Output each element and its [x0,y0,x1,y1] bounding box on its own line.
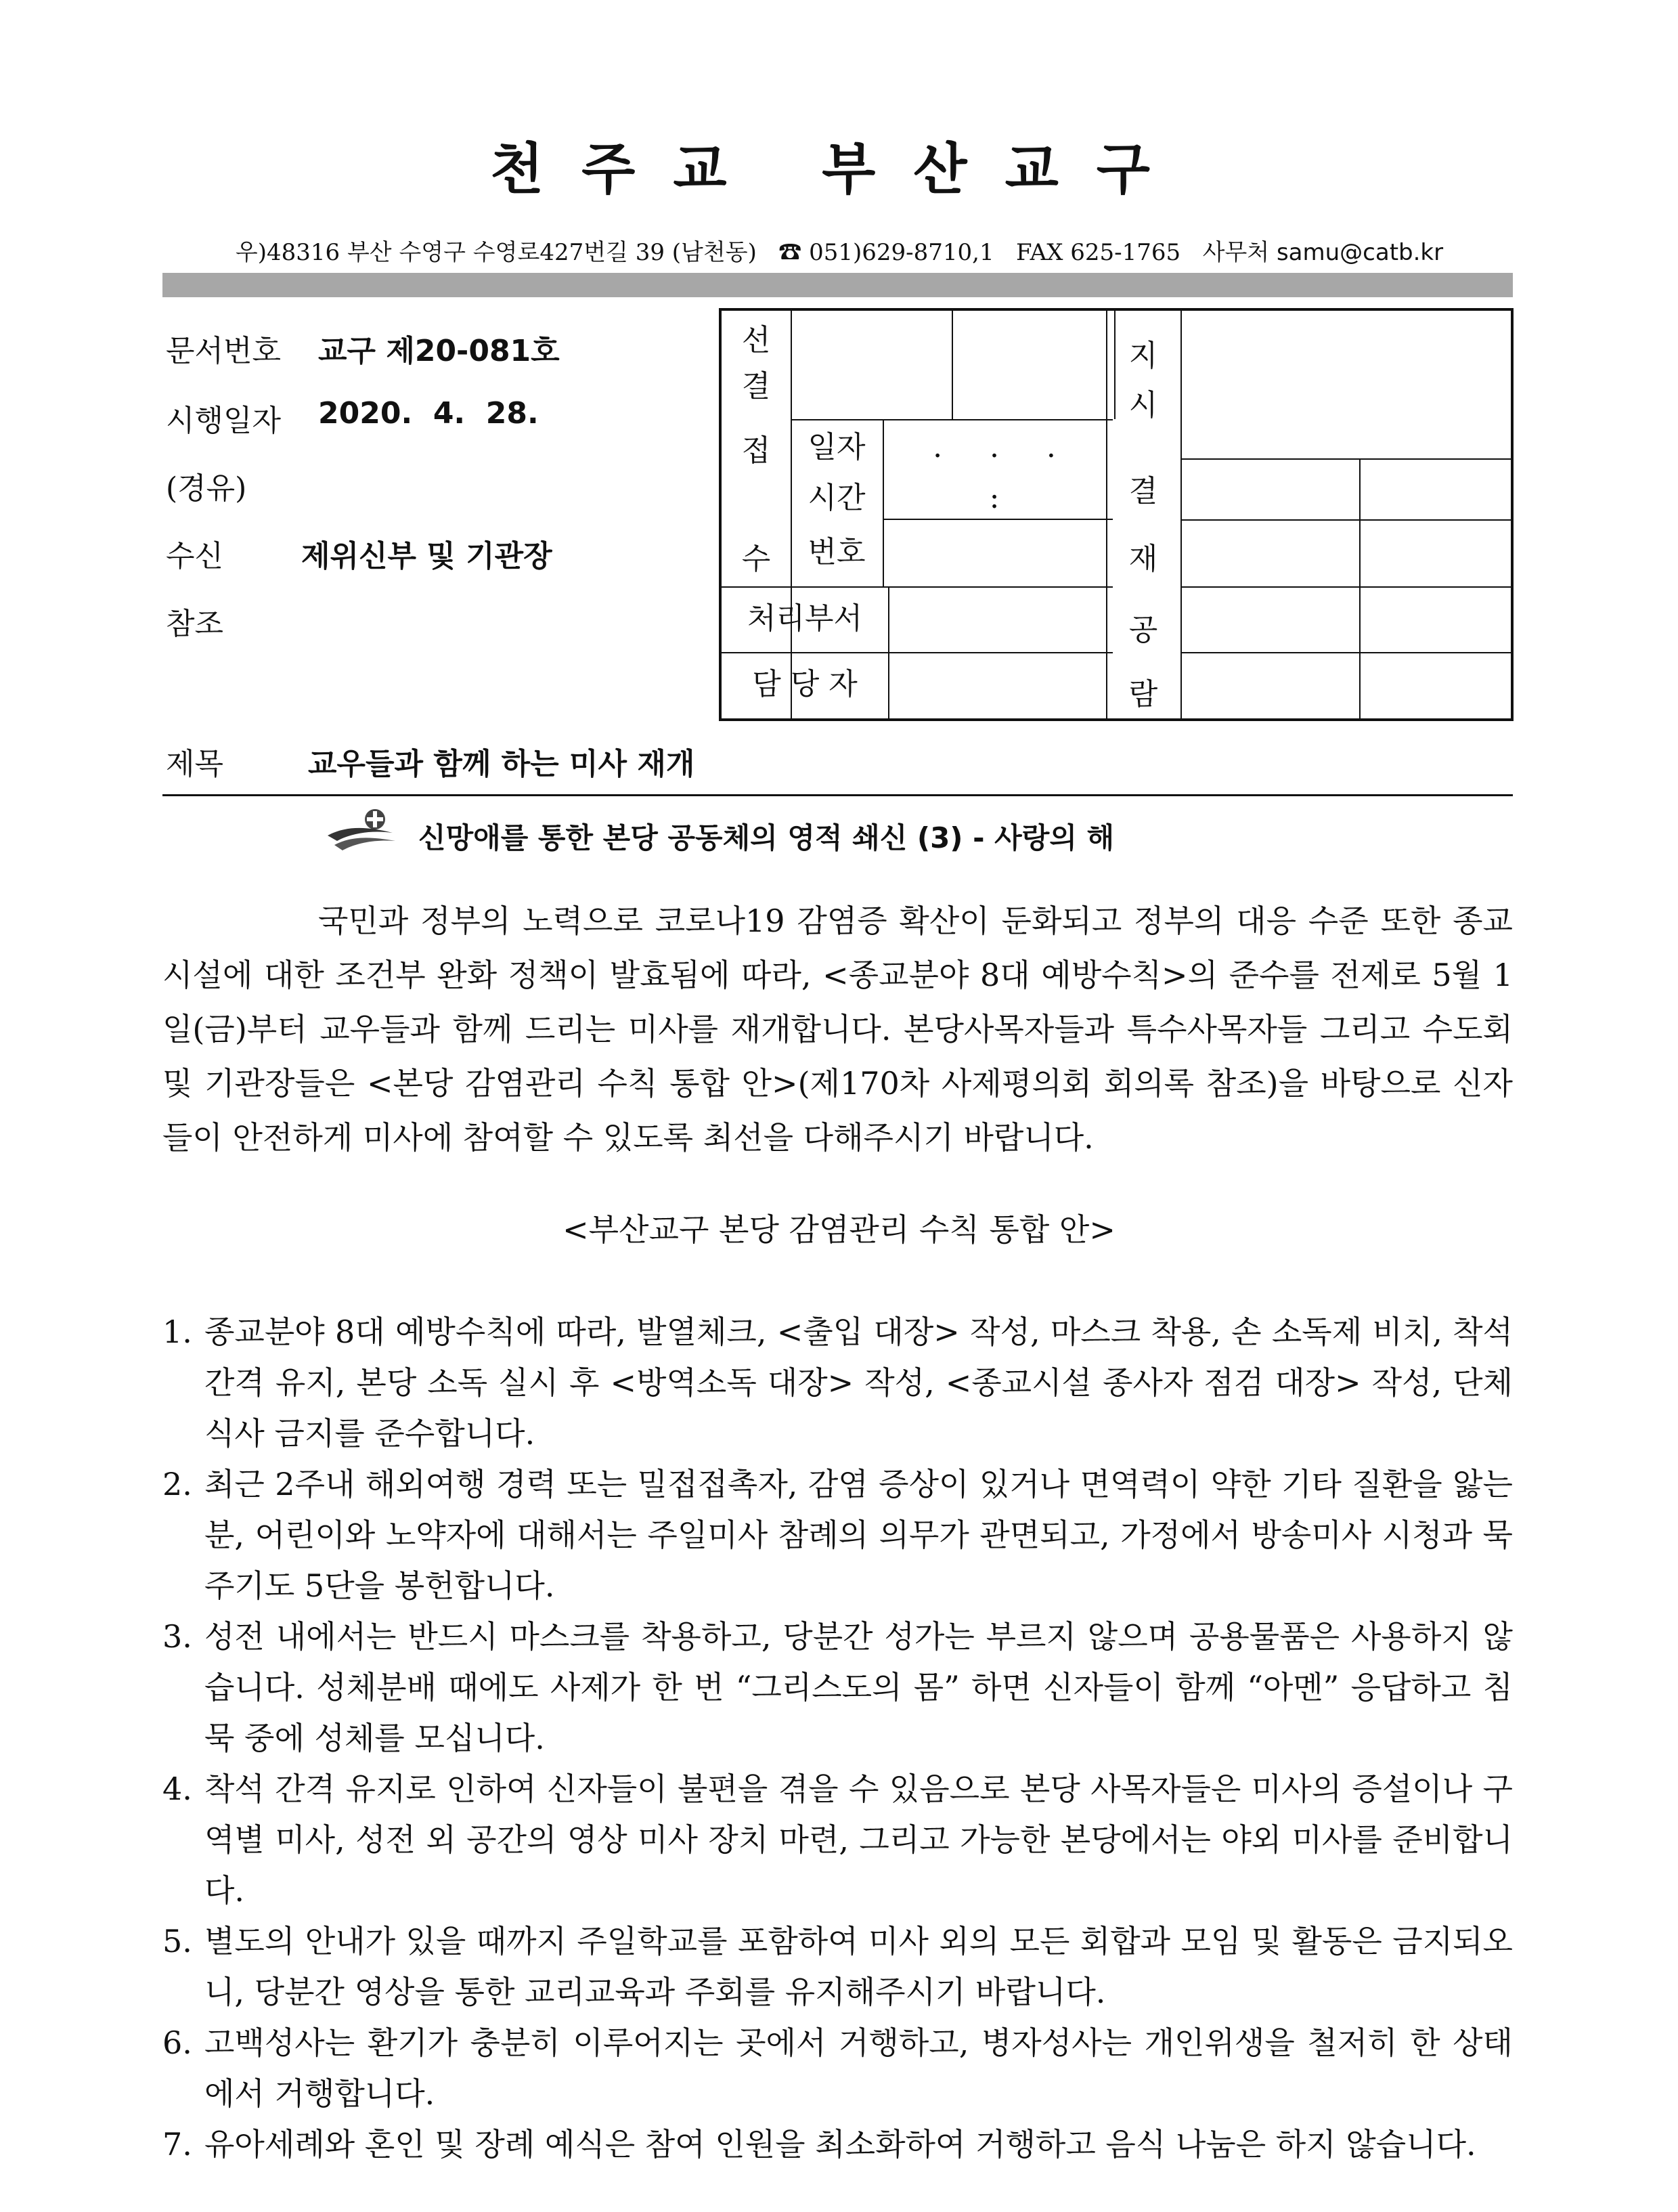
subject-label: 제목 [166,747,224,781]
person-in-charge-label: 담 당 자 [752,667,858,701]
diocese-title: 천주교 부산교구 [489,137,1189,202]
gongram-char-1: 공 [1128,613,1158,647]
seongyeol-char-1: 선 [741,323,771,357]
subject: 교우들과 함께 하는 미사 재개 [308,747,695,781]
fax-number: FAX 625-1765 [1016,239,1181,266]
list-item: 4. 착석 간격 유지로 인하여 신자들이 불편을 겪을 수 있음으로 본당 사목자들은 미사의 증설이나 구역별 미사, 성전 외 공간의 영상 미사 장치 마련, 그리고 가능한 본당에서는 야외 미사를 준비합니다. [162,1771,1513,1909]
processing-dept-label: 처리부서 [747,601,862,636]
date-dots: . . . [933,430,1056,464]
time-label: 시간 [808,481,866,515]
reference-label: 참조 [166,607,224,641]
email-address: samu@catb.kr [1276,239,1444,266]
phone-icon: ☎ [778,239,802,266]
jisi-char-2: 시 [1128,388,1158,422]
gyeoljae-char-2: 재 [1128,542,1158,576]
approval-box [719,308,1514,721]
list-item: 6. 고백성사는 환기가 충분히 이루어지는 곳에서 거행하고, 병자성사는 개인위생을 철저히 한 상태에서 거행합니다. [162,2024,1513,2112]
gyeoljae-char-1: 결 [1128,474,1158,508]
recipient: 제위신부 및 기관장 [301,539,552,573]
doc-number: 교구 제20-081호 [318,334,560,368]
slogan: 신망애를 통한 본당 공동체의 영적 쇄신 (3) - 사랑의 해 [418,821,1115,854]
seongyeol-char-2: 결 [741,369,771,404]
postal-address: 우)48316 부산 수영구 수영로427번길 39 (남천동) [235,239,757,266]
office-label: 사무처 [1202,239,1270,266]
recipient-label: 수신 [166,539,224,573]
header-divider-bar [162,273,1513,297]
list-item: 5. 별도의 안내가 있을 때까지 주일학교를 포함하여 미사 외의 모든 회합과 모임 및 활동은 금지되오니, 당분간 영상을 통한 교리교육과 주회를 유지해주시기 바랍니다. [162,1923,1513,2010]
via-label: (경유) [166,471,247,506]
list-item: 2. 최근 2주내 해외여행 경력 또는 밀접접촉자, 감염 증상이 있거나 면역력이 약한 기타 질환을 앓는 분, 어린이와 노약자에 대해서는 주일미사 참례의 의무가 관면되고, 가정에서 방송미사 시청과 묵주기도 5단을 봉헌합니다. [162,1466,1513,1604]
date-label: 일자 [808,430,866,464]
list-item: 3. 성전 내에서는 반드시 마스크를 착용하고, 당분간 성가는 부르지 않으며 공용물품은 사용하지 않습니다. 성체분배 때에도 사제가 한 번 “그리스도의 몸” 하면 신자들이 함께 “아멘” 응답하고 침묵 중에 성체를 모십니다. [162,1618,1513,1756]
jisi-char-1: 지 [1128,339,1158,373]
enforcement-date-label: 시행일자 [166,404,282,438]
gongram-char-2: 람 [1128,677,1158,712]
subject-divider [162,794,1513,796]
diocese-logo-icon [325,806,398,857]
number-label: 번호 [808,535,866,569]
section-title: <부산교구 본당 감염관리 수칙 통합 안> [562,1211,1116,1248]
list-item: 1. 종교분야 8대 예방수칙에 따라, 발열체크, <출입 대장> 작성, 마스크 착용, 손 소독제 비치, 착석 간격 유지, 본당 소독 실시 후 <방역소독 대장> 작성, <종교시설 종사자 점검 대장> 작성, 단체식사 금지를 준수합니다. [162,1314,1513,1452]
enforcement-date: 2020. 4. 28. [318,396,539,431]
body-paragraph: 국민과 정부의 노력으로 코로나19 감염증 확산이 둔화되고 정부의 대응 수준 또한 종교시설에 대한 조건부 완화 정책이 발효됨에 따라, <종교분야 8대 예방수칙>의 준수를 전제로 5월 1일(금)부터 교우들과 함께 드리는 미사를 재개합니다. 본당사목자들과 특수사목자들 그리고 수도회 및 기관장들은 <본당 감염관리 수칙 통합 안>(제170차 사제평의회 회의록 참조)을 바탕으로 신자들이 안전하게 미사에 참여할 수 있도록 최선을 다해주시기 바랍니다. [162,903,1513,1156]
contact-line [162,234,1516,267]
list-item: 7. 유아세례와 혼인 및 장례 예식은 참여 인원을 최소화하여 거행하고 음식 나눔은 하지 않습니다. [162,2126,1476,2163]
jeopsu-char-2: 수 [741,542,771,576]
time-colon: : [989,481,1000,515]
jeopsu-char-1: 접 [741,433,771,468]
doc-number-label: 문서번호 [166,334,282,368]
guideline-list [162,1307,1513,2170]
phone-number: 051)629-8710,1 [809,239,994,266]
